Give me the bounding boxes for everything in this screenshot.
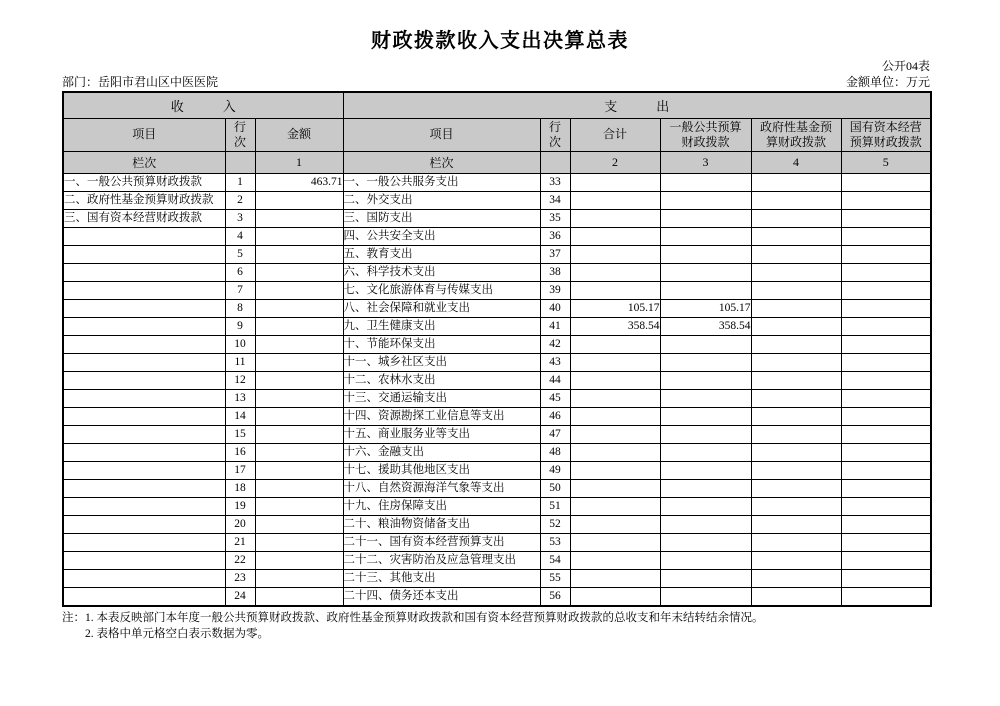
- cell-statecapital-budget: [841, 587, 931, 606]
- expense-banner-cell: 支 出: [343, 92, 931, 118]
- cell-total: [570, 263, 660, 281]
- cell-income-item: 二、政府性基金预算财政拨款: [63, 191, 225, 209]
- cell-income-amount: [255, 443, 343, 461]
- lanci-col-1: 1: [255, 151, 343, 173]
- cell-income-rownum: 11: [225, 353, 255, 371]
- cell-expense-item: 十九、住房保障支出: [343, 497, 540, 515]
- cell-statecapital-budget: [841, 245, 931, 263]
- cell-statecapital-budget: [841, 281, 931, 299]
- cell-income-item: [63, 569, 225, 587]
- cell-income-item: 三、国有资本经营财政拨款: [63, 209, 225, 227]
- cell-income-rownum: 21: [225, 533, 255, 551]
- cell-general-budget: [660, 389, 751, 407]
- cell-total: [570, 425, 660, 443]
- cell-general-budget: [660, 245, 751, 263]
- cell-income-rownum: 8: [225, 299, 255, 317]
- cell-govfund-budget: [751, 371, 841, 389]
- cell-income-item: [63, 281, 225, 299]
- cell-income-item: [63, 371, 225, 389]
- cell-income-rownum: 12: [225, 371, 255, 389]
- cell-total: [570, 587, 660, 606]
- cell-expense-rownum: 50: [540, 479, 570, 497]
- cell-general-budget: [660, 443, 751, 461]
- cell-expense-item: 二、外交支出: [343, 191, 540, 209]
- cell-expense-item: 七、文化旅游体育与传媒支出: [343, 281, 540, 299]
- page-title: 财政拨款收入支出决算总表: [371, 30, 629, 52]
- cell-income-item: [63, 551, 225, 569]
- cell-general-budget: [660, 263, 751, 281]
- cell-income-amount: [255, 317, 343, 335]
- table-row: [63, 479, 931, 497]
- cell-income-amount: 463.71: [255, 173, 343, 191]
- table-row: [63, 533, 931, 551]
- cell-total: [570, 551, 660, 569]
- cell-income-rownum: 7: [225, 281, 255, 299]
- cell-general-budget: [660, 209, 751, 227]
- cell-expense-rownum: 44: [540, 371, 570, 389]
- table-row: [63, 443, 931, 461]
- cell-govfund-budget: [751, 389, 841, 407]
- cell-total: [570, 461, 660, 479]
- cell-general-budget: [660, 281, 751, 299]
- cell-govfund-budget: [751, 299, 841, 317]
- cell-govfund-budget: [751, 551, 841, 569]
- lanci-col-3: 3: [660, 151, 751, 173]
- table-row: [63, 209, 931, 227]
- cell-income-amount: [255, 407, 343, 425]
- cell-income-item: [63, 497, 225, 515]
- cell-govfund-budget: [751, 335, 841, 353]
- cell-general-budget: [660, 461, 751, 479]
- cell-expense-item: 十二、农林水支出: [343, 371, 540, 389]
- cell-total: [570, 443, 660, 461]
- cell-expense-item: 十五、商业服务业等支出: [343, 425, 540, 443]
- cell-income-amount: [255, 281, 343, 299]
- cell-general-budget: [660, 569, 751, 587]
- cell-income-amount: [255, 209, 343, 227]
- cell-income-amount: [255, 299, 343, 317]
- cell-total: [570, 191, 660, 209]
- cell-total: [570, 515, 660, 533]
- cell-general-budget: [660, 353, 751, 371]
- cell-expense-item: 三、国防支出: [343, 209, 540, 227]
- cell-expense-item: 二十四、债务还本支出: [343, 587, 540, 606]
- cell-statecapital-budget: [841, 515, 931, 533]
- cell-income-item: [63, 533, 225, 551]
- cell-expense-rownum: 47: [540, 425, 570, 443]
- cell-income-amount: [255, 551, 343, 569]
- cell-total: [570, 209, 660, 227]
- cell-income-rownum: 5: [225, 245, 255, 263]
- cell-expense-item: 十三、交通运输支出: [343, 389, 540, 407]
- cell-expense-rownum: 51: [540, 497, 570, 515]
- cell-expense-item: 八、社会保障和就业支出: [343, 299, 540, 317]
- cell-expense-rownum: 55: [540, 569, 570, 587]
- cell-statecapital-budget: [841, 443, 931, 461]
- cell-statecapital-budget: [841, 191, 931, 209]
- cell-income-rownum: 1: [225, 173, 255, 191]
- cell-total: [570, 497, 660, 515]
- cell-statecapital-budget: [841, 173, 931, 191]
- lanci-col-2: 2: [570, 151, 660, 173]
- lanci-label-expense: 栏次: [343, 151, 540, 173]
- cell-income-amount: [255, 515, 343, 533]
- cell-income-item: [63, 479, 225, 497]
- cell-income-rownum: 6: [225, 263, 255, 281]
- cell-statecapital-budget: [841, 407, 931, 425]
- cell-income-amount: [255, 263, 343, 281]
- cell-expense-item: 二十、粮油物资储备支出: [343, 515, 540, 533]
- col-header-expense-rownum: 行次: [540, 118, 570, 151]
- lanci-col-5: 5: [841, 151, 931, 173]
- cell-govfund-budget: [751, 587, 841, 606]
- table-row: [63, 227, 931, 245]
- cell-income-item: [63, 515, 225, 533]
- table-code: 公开04表: [881, 59, 930, 73]
- cell-income-rownum: 24: [225, 587, 255, 606]
- col-header-total: 合计: [570, 118, 660, 151]
- cell-income-item: [63, 317, 225, 335]
- table-row: [63, 173, 931, 191]
- col-header-general-public-budget: 一般公共预算财政拨款: [660, 118, 751, 151]
- cell-income-rownum: 2: [225, 191, 255, 209]
- cell-income-item: [63, 587, 225, 606]
- cell-general-budget: [660, 335, 751, 353]
- cell-income-rownum: 13: [225, 389, 255, 407]
- cell-income-item: [63, 227, 225, 245]
- table-row: [63, 389, 931, 407]
- cell-income-amount: [255, 425, 343, 443]
- cell-govfund-budget: [751, 533, 841, 551]
- cell-govfund-budget: [751, 191, 841, 209]
- cell-statecapital-budget: [841, 263, 931, 281]
- cell-statecapital-budget: [841, 461, 931, 479]
- cell-govfund-budget: [751, 425, 841, 443]
- col-header-income-amount: 金额: [255, 118, 343, 151]
- cell-total: [570, 407, 660, 425]
- cell-income-rownum: 22: [225, 551, 255, 569]
- cell-statecapital-budget: [841, 497, 931, 515]
- lanci-income-rownum-blank: [225, 151, 255, 173]
- cell-total: [570, 371, 660, 389]
- cell-statecapital-budget: [841, 227, 931, 245]
- cell-income-item: [63, 407, 225, 425]
- cell-general-budget: [660, 371, 751, 389]
- cell-statecapital-budget: [841, 353, 931, 371]
- table-row: [63, 551, 931, 569]
- cell-general-budget: [660, 587, 751, 606]
- cell-govfund-budget: [751, 317, 841, 335]
- cell-total: [570, 173, 660, 191]
- cell-total: [570, 389, 660, 407]
- cell-income-rownum: 16: [225, 443, 255, 461]
- cell-total: [570, 281, 660, 299]
- table-row: [63, 245, 931, 263]
- cell-expense-item: 二十三、其他支出: [343, 569, 540, 587]
- cell-expense-rownum: 40: [540, 299, 570, 317]
- cell-statecapital-budget: [841, 569, 931, 587]
- cell-expense-item: 十四、资源勘探工业信息等支出: [343, 407, 540, 425]
- cell-govfund-budget: [751, 461, 841, 479]
- cell-total: [570, 227, 660, 245]
- cell-expense-rownum: 56: [540, 587, 570, 606]
- cell-govfund-budget: [751, 227, 841, 245]
- cell-general-budget: [660, 227, 751, 245]
- cell-statecapital-budget: [841, 335, 931, 353]
- note-line-1: 1. 本表反映部门本年度一般公共预算财政拨款、政府性基金预算财政拨款和国有资本经营预算财政拨款的总收支和年末结转结余情况。: [85, 611, 764, 624]
- lanci-col-4: 4: [751, 151, 841, 173]
- cell-expense-item: 六、科学技术支出: [343, 263, 540, 281]
- cell-expense-rownum: 46: [540, 407, 570, 425]
- table-row: [63, 407, 931, 425]
- lanci-label-income: 栏次: [63, 151, 225, 173]
- cell-total: [570, 533, 660, 551]
- cell-govfund-budget: [751, 245, 841, 263]
- cell-general-budget: [660, 191, 751, 209]
- cell-expense-rownum: 54: [540, 551, 570, 569]
- cell-expense-rownum: 35: [540, 209, 570, 227]
- fiscal-summary-table: [62, 91, 932, 607]
- cell-expense-rownum: 42: [540, 335, 570, 353]
- cell-income-amount: [255, 497, 343, 515]
- cell-expense-rownum: 41: [540, 317, 570, 335]
- table-row: [63, 569, 931, 587]
- cell-expense-rownum: 39: [540, 281, 570, 299]
- cell-total: 358.54: [570, 317, 660, 335]
- cell-expense-item: 五、教育支出: [343, 245, 540, 263]
- cell-expense-item: 二十一、国有资本经营预算支出: [343, 533, 540, 551]
- cell-govfund-budget: [751, 569, 841, 587]
- cell-expense-item: 四、公共安全支出: [343, 227, 540, 245]
- cell-govfund-budget: [751, 443, 841, 461]
- cell-income-rownum: 20: [225, 515, 255, 533]
- cell-expense-rownum: 45: [540, 389, 570, 407]
- table-row: [63, 353, 931, 371]
- cell-statecapital-budget: [841, 533, 931, 551]
- cell-statecapital-budget: [841, 425, 931, 443]
- cell-income-amount: [255, 191, 343, 209]
- cell-income-amount: [255, 479, 343, 497]
- cell-income-item: [63, 299, 225, 317]
- cell-expense-rownum: 34: [540, 191, 570, 209]
- cell-general-budget: [660, 533, 751, 551]
- cell-income-rownum: 9: [225, 317, 255, 335]
- table-row: [63, 497, 931, 515]
- cell-expense-item: 十七、援助其他地区支出: [343, 461, 540, 479]
- cell-statecapital-budget: [841, 551, 931, 569]
- cell-income-item: [63, 461, 225, 479]
- cell-expense-item: 十六、金融支出: [343, 443, 540, 461]
- cell-total: [570, 479, 660, 497]
- table-row: [63, 191, 931, 209]
- cell-income-item: [63, 263, 225, 281]
- cell-income-item: [63, 443, 225, 461]
- cell-general-budget: [660, 515, 751, 533]
- cell-expense-rownum: 37: [540, 245, 570, 263]
- table-row: [63, 299, 931, 317]
- cell-expense-rownum: 48: [540, 443, 570, 461]
- table-row: [63, 263, 931, 281]
- cell-general-budget: [660, 497, 751, 515]
- note-label: 注：: [62, 611, 85, 624]
- table-row: [63, 371, 931, 389]
- table-row: [63, 335, 931, 353]
- cell-expense-rownum: 53: [540, 533, 570, 551]
- cell-govfund-budget: [751, 479, 841, 497]
- cell-income-amount: [255, 587, 343, 606]
- cell-income-amount: [255, 533, 343, 551]
- cell-general-budget: [660, 479, 751, 497]
- cell-govfund-budget: [751, 353, 841, 371]
- table-row: [63, 425, 931, 443]
- col-header-income-item: 项目: [63, 118, 225, 151]
- cell-expense-item: 十八、自然资源海洋气象等支出: [343, 479, 540, 497]
- table-row: [63, 515, 931, 533]
- cell-income-amount: [255, 389, 343, 407]
- cell-govfund-budget: [751, 263, 841, 281]
- cell-income-amount: [255, 245, 343, 263]
- cell-general-budget: [660, 407, 751, 425]
- table-row: [63, 461, 931, 479]
- cell-statecapital-budget: [841, 389, 931, 407]
- cell-income-rownum: 15: [225, 425, 255, 443]
- col-header-gov-fund-budget: 政府性基金预算财政拨款: [751, 118, 841, 151]
- income-banner-cell: 收 入: [63, 92, 343, 118]
- cell-general-budget: 358.54: [660, 317, 751, 335]
- cell-general-budget: 105.17: [660, 299, 751, 317]
- note-line-2: 2. 表格中单元格空白表示数据为零。: [85, 627, 269, 640]
- cell-statecapital-budget: [841, 317, 931, 335]
- cell-income-rownum: 10: [225, 335, 255, 353]
- cell-income-amount: [255, 569, 343, 587]
- cell-statecapital-budget: [841, 299, 931, 317]
- cell-income-rownum: 3: [225, 209, 255, 227]
- cell-income-item: [63, 335, 225, 353]
- lanci-expense-rownum-blank: [540, 151, 570, 173]
- cell-total: [570, 245, 660, 263]
- cell-total: [570, 335, 660, 353]
- cell-expense-item: 十、节能环保支出: [343, 335, 540, 353]
- cell-total: [570, 569, 660, 587]
- table-row: [63, 281, 931, 299]
- cell-statecapital-budget: [841, 479, 931, 497]
- cell-expense-rownum: 36: [540, 227, 570, 245]
- cell-income-rownum: 14: [225, 407, 255, 425]
- cell-general-budget: [660, 551, 751, 569]
- cell-income-item: [63, 389, 225, 407]
- cell-expense-item: 二十二、灾害防治及应急管理支出: [343, 551, 540, 569]
- col-header-income-rownum: 行次: [225, 118, 255, 151]
- cell-total: 105.17: [570, 299, 660, 317]
- cell-govfund-budget: [751, 173, 841, 191]
- cell-income-amount: [255, 371, 343, 389]
- unit-label: 金额单位：万元: [845, 75, 930, 89]
- cell-govfund-budget: [751, 209, 841, 227]
- table-body: [63, 173, 931, 606]
- cell-expense-rownum: 43: [540, 353, 570, 371]
- department-label: 部门：岳阳市君山区中医医院: [62, 75, 219, 89]
- table-row: [63, 317, 931, 335]
- col-header-state-capital-budget: 国有资本经营预算财政拨款: [841, 118, 931, 151]
- cell-govfund-budget: [751, 497, 841, 515]
- cell-statecapital-budget: [841, 371, 931, 389]
- cell-income-rownum: 23: [225, 569, 255, 587]
- cell-general-budget: [660, 425, 751, 443]
- col-header-expense-item: 项目: [343, 118, 540, 151]
- cell-income-amount: [255, 461, 343, 479]
- cell-expense-rownum: 52: [540, 515, 570, 533]
- cell-income-rownum: 17: [225, 461, 255, 479]
- table-row: [63, 587, 931, 606]
- cell-income-rownum: 4: [225, 227, 255, 245]
- cell-statecapital-budget: [841, 209, 931, 227]
- cell-income-item: [63, 245, 225, 263]
- cell-expense-rownum: 38: [540, 263, 570, 281]
- cell-expense-rownum: 49: [540, 461, 570, 479]
- notes: [62, 610, 930, 642]
- cell-income-item: [63, 353, 225, 371]
- cell-expense-item: 九、卫生健康支出: [343, 317, 540, 335]
- cell-income-amount: [255, 227, 343, 245]
- cell-expense-item: 十一、城乡社区支出: [343, 353, 540, 371]
- cell-expense-item: 一、一般公共服务支出: [343, 173, 540, 191]
- cell-income-item: [63, 425, 225, 443]
- cell-general-budget: [660, 173, 751, 191]
- cell-total: [570, 353, 660, 371]
- cell-income-amount: [255, 335, 343, 353]
- cell-income-amount: [255, 353, 343, 371]
- cell-expense-rownum: 33: [540, 173, 570, 191]
- cell-govfund-budget: [751, 281, 841, 299]
- cell-govfund-budget: [751, 407, 841, 425]
- cell-income-rownum: 18: [225, 479, 255, 497]
- cell-income-item: 一、一般公共预算财政拨款: [63, 173, 225, 191]
- cell-govfund-budget: [751, 515, 841, 533]
- cell-income-rownum: 19: [225, 497, 255, 515]
